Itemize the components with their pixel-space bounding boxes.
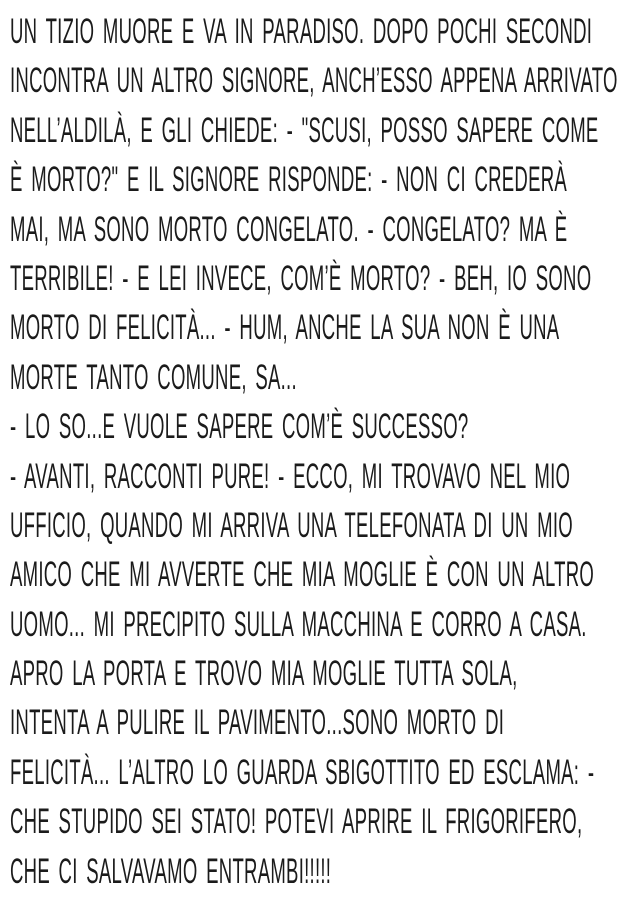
text-line: NELL’ALDILÀ, E GLI CHIEDE: - "SCUSI, POSSO SAPERE COME [10, 110, 599, 150]
text-line: MORTO DI FELICITÀ... - HUM, ANCHE LA SUA NON È UNA [10, 308, 560, 348]
text-line: UN TIZIO MUORE E VA IN PARADISO. DOPO POCHI SECONDI [10, 12, 593, 51]
text-line: AMICO CHE MI AVVERTE CHE MIA MOGLIE È CON UN ALTRO [10, 555, 595, 595]
text-line: MORTE TANTO COMUNE, SA... [10, 357, 297, 397]
text-line: CHE STUPIDO SEI STATO! POTEVI APRIRE IL FRIGORIFERO, [10, 802, 583, 842]
text-line: APRO LA PORTA E TROVO MIA MOGLIE TUTTA SOLA, [10, 654, 518, 694]
text-line: UOMO... MI PRECIPITO SULLA MACCHINA E CORRO A CASA. [10, 604, 587, 644]
text-line: TERRIBILE! - E LEI INVECE, COM’È MORTO? - BEH, IO SONO [10, 258, 592, 298]
text-line: FELICITÀ... L’ALTRO LO GUARDA SBIGOTTITO ED ESCLAMA: - [10, 752, 595, 792]
text-line: - LO SO...E VUOLE SAPERE COM’È SUCCESSO? [10, 407, 469, 447]
text-line: È MORTO?" E IL SIGNORE RISPONDE: - NON CI CREDERÀ [10, 160, 568, 200]
text-line: MAI, MA SONO MORTO CONGELATO. - CONGELATO? MA È [10, 209, 568, 249]
text-line: - AVANTI, RACCONTI PURE! - ECCO, MI TROVAVO NEL MIO [10, 456, 571, 496]
text-line: UFFICIO, QUANDO MI ARRIVA UNA TELEFONATA DI UN MIO [10, 505, 573, 545]
text-line: CHE CI SALVAVAMO ENTRAMBI!!!!! [10, 851, 332, 891]
text-line: INCONTRA UN ALTRO SIGNORE, ANCH’ESSO APPENA ARRIVATO [10, 61, 618, 101]
text-line: INTENTA A PULIRE IL PAVIMENTO...SONO MORTO DI [10, 703, 505, 743]
